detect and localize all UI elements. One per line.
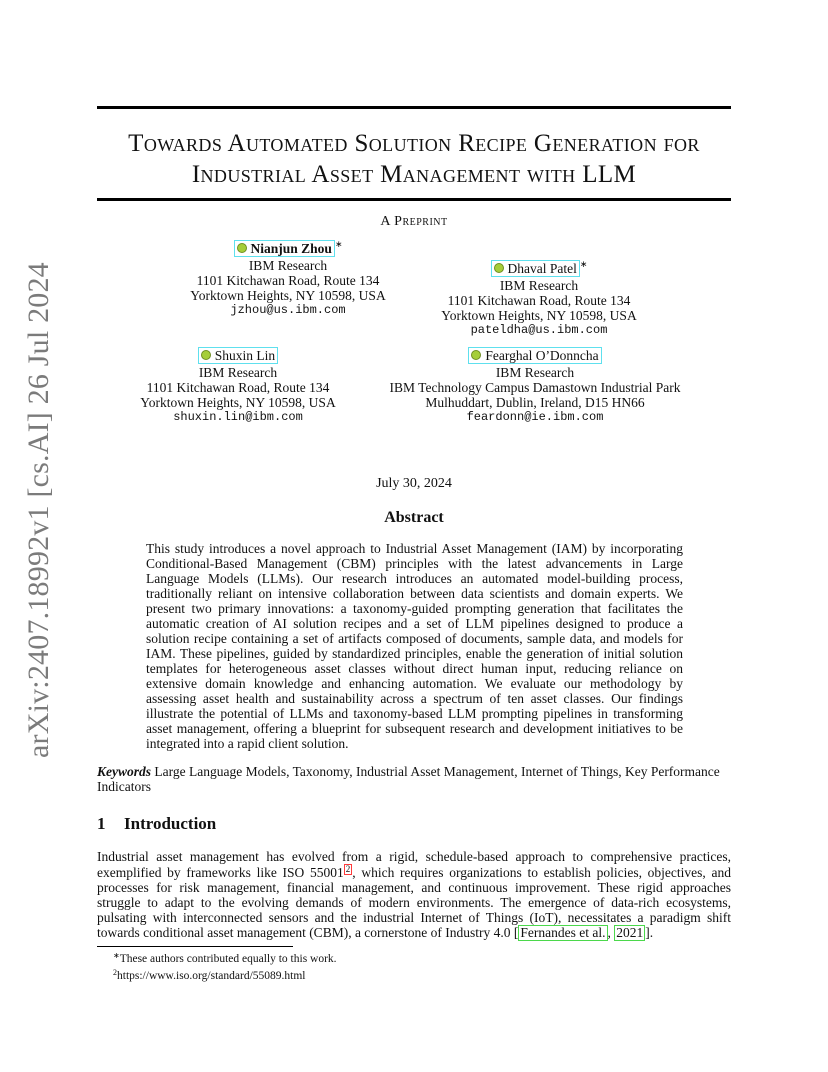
footnotes [113, 949, 337, 983]
paper-title-line-2: Industrial Asset Management with LLM [191, 161, 637, 188]
orcid-icon[interactable] [237, 243, 247, 253]
author-affiliation: IBM Research [198, 365, 278, 380]
title-bottom-rule [97, 198, 731, 201]
author-email[interactable]: shuxin.lin@ibm.com [173, 410, 303, 424]
intro-text-part-2: , which requires organizations to establish policies, objectives, and processes for risk management, financial management, and continuous improvement. These rigid approaches struggle to adapt to the evolving demands of modern environments. The emergence of data-rich ecosystems, pulsating with interconnected sensors and the industrial Internet of Things (IoT), necessitates a paradigm shift towards conditional asset management (CBM), a cornerstone of Industry 4.0 [97, 865, 731, 940]
section-title: Introduction [124, 814, 217, 833]
author-name-link[interactable] [198, 347, 278, 364]
section-number: 1 [97, 814, 106, 833]
publication-date: July 30, 2024 [376, 476, 452, 491]
author-email[interactable]: feardonn@ie.ibm.com [466, 410, 604, 424]
paper-title [90, 128, 738, 190]
orcid-icon[interactable] [201, 350, 211, 360]
footnote-mark: 2 [113, 968, 117, 977]
author-affiliation: IBM Research [499, 278, 579, 293]
equal-contribution-mark: ∗ [579, 259, 588, 269]
abstract-text: This study introduces a novel approach to Industrial Asset Management (IAM) by incorporating Conditional-Based Management (CBM) principles with the latest advancements in Large Language Models (LLMs). Our research introduces an automated model-building process, traditionally reliant on intensive collaboration between data scientists and domain experts. We present two primary innovations: a taxonomy-guided prompting generation that facilitates the automatic creation of AI solution recipes and a set of LLM pipelines designed to produce a solution recipe containing a set of artifacts composed of documents, sample data, and models for IAM. These pipelines, guided by standardized principles, enable the generation of initial solution templates for heterogeneous asset classes without direct human input, reducing reliance on extensive domain knowledge and enhancing automation. We evaluate our methodology by assessing asset health and sustainability across a spectrum of ten asset classes. Our findings illustrate the potential of LLMs and taxonomy-based LLM prompting pipelines in transforming asset management, offering a blueprint for subsequent research and development initiatives to be integrated into a rapid client solution. [146, 541, 683, 751]
author-address-line-2: Yorktown Heights, NY 10598, USA [441, 308, 637, 323]
section-heading [97, 814, 216, 834]
author-name-link[interactable] [491, 260, 580, 277]
citation-year-link[interactable]: 2021 [616, 925, 644, 940]
author-block [421, 257, 657, 338]
orcid-icon[interactable] [471, 350, 481, 360]
keywords-label: Keywords [97, 764, 151, 779]
equal-contribution-mark: ∗ [334, 239, 343, 249]
author-block [170, 237, 406, 318]
footnote-item [113, 966, 337, 983]
citation-separator: , [607, 925, 615, 940]
author-address-line-1: IBM Technology Campus Damastown Industrial Park [389, 380, 681, 395]
footnote-text: These authors contributed equally to this work. [119, 953, 337, 965]
footnote-reference-link[interactable]: 2 [345, 864, 351, 874]
footnote-mark: ∗ [113, 951, 120, 960]
author-address-line-2: Yorktown Heights, NY 10598, USA [140, 395, 336, 410]
author-address-line-1: 1101 Kitchawan Road, Route 134 [196, 273, 380, 288]
author-address-line-2: Mulhuddart, Dublin, Ireland, D15 HN66 [425, 395, 645, 410]
citation-author-link[interactable]: Fernandes et al. [520, 925, 606, 940]
intro-text-part-1: Industrial asset management has evolved from a rigid, schedule-based approach to comprehensive practices, exemplified by frameworks like ISO 55001 [97, 849, 731, 880]
author-affiliation: IBM Research [248, 258, 328, 273]
author-name: Fearghal O’Donncha [485, 348, 599, 363]
footnote-item [113, 949, 337, 966]
author-name: Dhaval Patel [507, 261, 577, 276]
author-name: Nianjun Zhou [250, 241, 332, 256]
author-address-line-1: 1101 Kitchawan Road, Route 134 [447, 293, 631, 308]
author-affiliation: IBM Research [495, 365, 575, 380]
author-address-line-1: 1101 Kitchawan Road, Route 134 [146, 380, 330, 395]
keywords-text: Large Language Models, Taxonomy, Industrial Asset Management, Internet of Things, Key Performance Indicators [97, 764, 720, 794]
author-email[interactable]: jzhou@us.ibm.com [230, 303, 346, 317]
footnote-url[interactable]: https://www.iso.org/standard/55089.html [117, 970, 306, 982]
author-email[interactable]: pateldha@us.ibm.com [470, 323, 608, 337]
title-top-rule [97, 106, 731, 109]
citation-close: ]. [645, 925, 654, 940]
author-name: Shuxin Lin [214, 348, 276, 363]
author-name-link[interactable] [468, 347, 601, 364]
author-address-line-2: Yorktown Heights, NY 10598, USA [190, 288, 386, 303]
citation-open-bracket: [ [513, 925, 519, 940]
preprint-label: A Preprint [380, 214, 448, 229]
footnote-rule [97, 946, 293, 947]
introduction-paragraph [97, 849, 731, 941]
arxiv-identifier-stamp: arXiv:2407.18992v1 [cs.AI] 26 Jul 2024 [22, 262, 55, 758]
abstract-heading: Abstract [384, 509, 444, 526]
orcid-icon[interactable] [494, 263, 504, 273]
author-name-link[interactable] [234, 240, 335, 257]
paper-title-line-1: Towards Automated Solution Recipe Generation for [128, 130, 700, 157]
author-block [360, 347, 710, 425]
keywords-paragraph [97, 764, 731, 794]
author-block [120, 347, 356, 425]
